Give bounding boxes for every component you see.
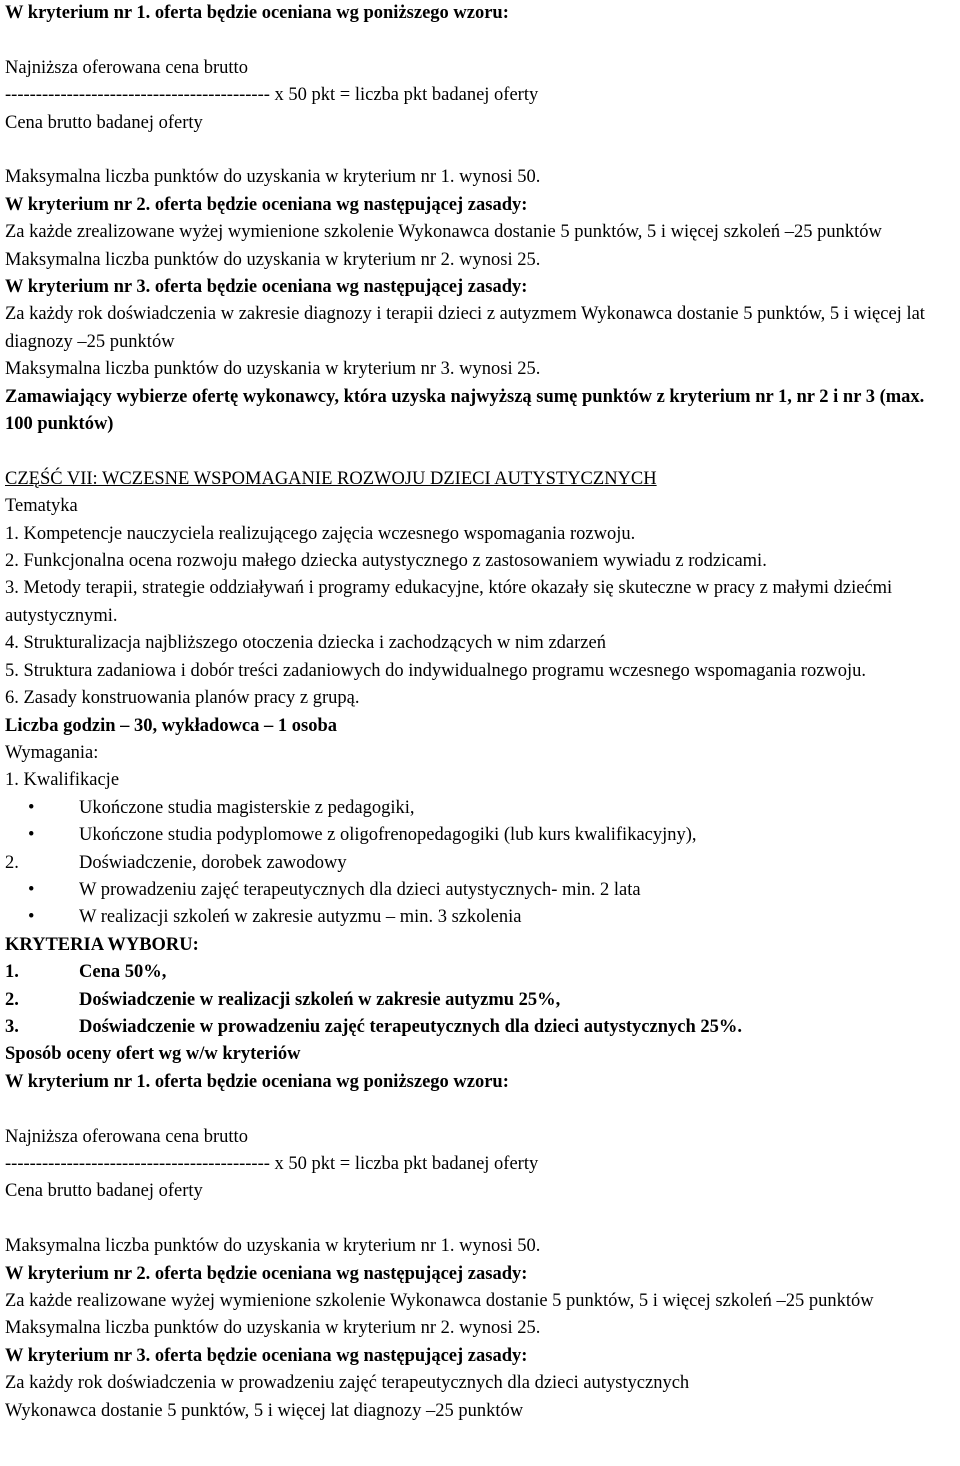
item-text: Cena 50%, <box>79 962 167 983</box>
bold-heading: W kryterium nr 3. oferta będzie oceniana wg następującej zasady: <box>5 1345 528 1366</box>
text-line: Cena brutto badanej oferty <box>5 112 203 133</box>
bold-heading: W kryterium nr 3. oferta będzie oceniana wg następującej zasady: <box>5 277 528 298</box>
text-line: ------------------------------------------- x 50 pkt = liczba pkt badanej oferty <box>5 1154 539 1174</box>
bold-heading: W kryterium nr 2. oferta będzie oceniana wg następującej zasady: <box>5 1263 528 1284</box>
numbered-item <box>5 987 954 1014</box>
blank-line <box>5 438 954 465</box>
bullet-item: • W prowadzeniu zajęć terapeutycznych dla dzieci autystycznych- min. 2 lata <box>5 877 954 904</box>
paragraph: Za każde zrealizowane wyżej wymienione szkolenie Wykonawca dostanie 5 punktów, 5 i więcej szkoleń –25 punktów <box>5 222 882 243</box>
section-heading: CZĘŚĆ VII: WCZESNE WSPOMAGANIE ROZWOJU DZIECI AUTYSTYCZNYCH <box>5 468 657 489</box>
text-line: 1. Kwalifikacje <box>5 770 120 791</box>
blank-line <box>5 27 954 54</box>
bold-heading: W kryterium nr 1. oferta będzie oceniana wg poniższego wzoru: <box>5 3 509 23</box>
item-number: 2. <box>5 852 19 873</box>
text-line: ------------------------------------------- x 50 pkt = liczba pkt badanej oferty <box>5 85 539 106</box>
numbered-item <box>5 850 954 877</box>
item-number: 2. <box>5 989 19 1010</box>
paragraph: Za każde realizowane wyżej wymienione szkolenie Wykonawca dostanie 5 punktów, 5 i więcej szkoleń –25 punktów <box>5 1291 874 1312</box>
text-line: Maksymalna liczba punktów do uzyskania w kryterium nr 1. wynosi 50. <box>5 1236 541 1257</box>
bold-heading: W kryterium nr 2. oferta będzie oceniana wg następującej zasady: <box>5 194 528 215</box>
bold-paragraph: Zamawiający wybierze ofertę wykonawcy, która uzyska najwyższą sumę punktów z kryterium nr 1, nr 2 i nr 3 (max. 100 punktów) <box>5 386 925 435</box>
text-line: Maksymalna liczba punktów do uzyskania w kryterium nr 3. wynosi 25. <box>5 359 541 380</box>
text-line: 1. Kompetencje nauczyciela realizującego zajęcia wczesnego wspomagania rozwoju. <box>5 523 636 544</box>
bullet-item: • Ukończone studia podyplomowe z oligofrenopedagogiki (lub kurs kwalifikacyjny), <box>5 822 954 849</box>
text-line: Cena brutto badanej oferty <box>5 1181 203 1202</box>
text-line: Wymagania: <box>5 742 99 763</box>
text-line: Za każdy rok doświadczenia w prowadzeniu zajęć terapeutycznych dla dzieci autystycznych <box>5 1373 690 1394</box>
item-text: Doświadczenie w prowadzeniu zajęć terapeutycznych dla dzieci autystycznych 25%. <box>79 1016 743 1037</box>
text-line: 6. Zasady konstruowania planów pracy z grupą. <box>5 688 360 709</box>
bullet-item: • W realizacji szkoleń w zakresie autyzmu – min. 3 szkolenia <box>5 904 954 931</box>
numbered-item <box>5 1014 954 1041</box>
paragraph: 5. Struktura zadaniowa i dobór treści zadaniowych do indywidualnego programu wczesnego wspomagania rozwoju. <box>5 660 867 681</box>
bullet-item: • Ukończone studia magisterskie z pedagogiki, <box>5 795 954 822</box>
text-line: Tematyka <box>5 496 78 517</box>
bold-heading: Sposób oceny ofert wg w/w kryteriów <box>5 1044 301 1065</box>
item-text: Doświadczenie w realizacji szkoleń w zakresie autyzmu 25%, <box>79 989 561 1010</box>
blank-line <box>5 1206 954 1233</box>
text-line: 2. Funkcjonalna ocena rozwoju małego dziecka autystycznego z zastosowaniem wywiadu z rodzicami. <box>5 551 767 572</box>
item-number: 1. <box>5 962 19 983</box>
text-line: Maksymalna liczba punktów do uzyskania w kryterium nr 1. wynosi 50. <box>5 167 541 188</box>
paragraph: Za każdy rok doświadczenia w zakresie diagnozy i terapii dzieci z autyzmem Wykonawca dostanie 5 punktów, 5 i więcej lat diagnozy –25 punktów <box>5 304 925 352</box>
text-line: Najniższa oferowana cena brutto <box>5 1126 248 1147</box>
text-line: 4. Strukturalizacja najbliższego otoczenia dziecka i zachodzących w nim zdarzeń <box>5 633 606 654</box>
bold-heading: Liczba godzin – 30, wykładowca – 1 osoba <box>5 715 338 736</box>
text-line: Najniższa oferowana cena brutto <box>5 57 248 78</box>
numbered-item <box>5 959 954 986</box>
paragraph: 3. Metody terapii, strategie oddziaływań i programy edukacyjne, które okazały się skuteczne w pracy z małymi dziećmi autystycznymi. <box>5 578 893 626</box>
blank-line <box>5 1096 954 1123</box>
item-number: 3. <box>5 1016 19 1037</box>
bold-heading: W kryterium nr 1. oferta będzie oceniana wg poniższego wzoru: <box>5 1071 509 1092</box>
text-line: Maksymalna liczba punktów do uzyskania w kryterium nr 2. wynosi 25. <box>5 1318 541 1339</box>
text-line: Maksymalna liczba punktów do uzyskania w kryterium nr 2. wynosi 25. <box>5 249 541 270</box>
blank-line <box>5 137 954 164</box>
bold-heading: KRYTERIA WYBORU: <box>5 934 199 955</box>
text-line: Wykonawca dostanie 5 punktów, 5 i więcej lat diagnozy –25 punktów <box>5 1400 524 1421</box>
item-text: Doświadczenie, dorobek zawodowy <box>79 852 347 873</box>
